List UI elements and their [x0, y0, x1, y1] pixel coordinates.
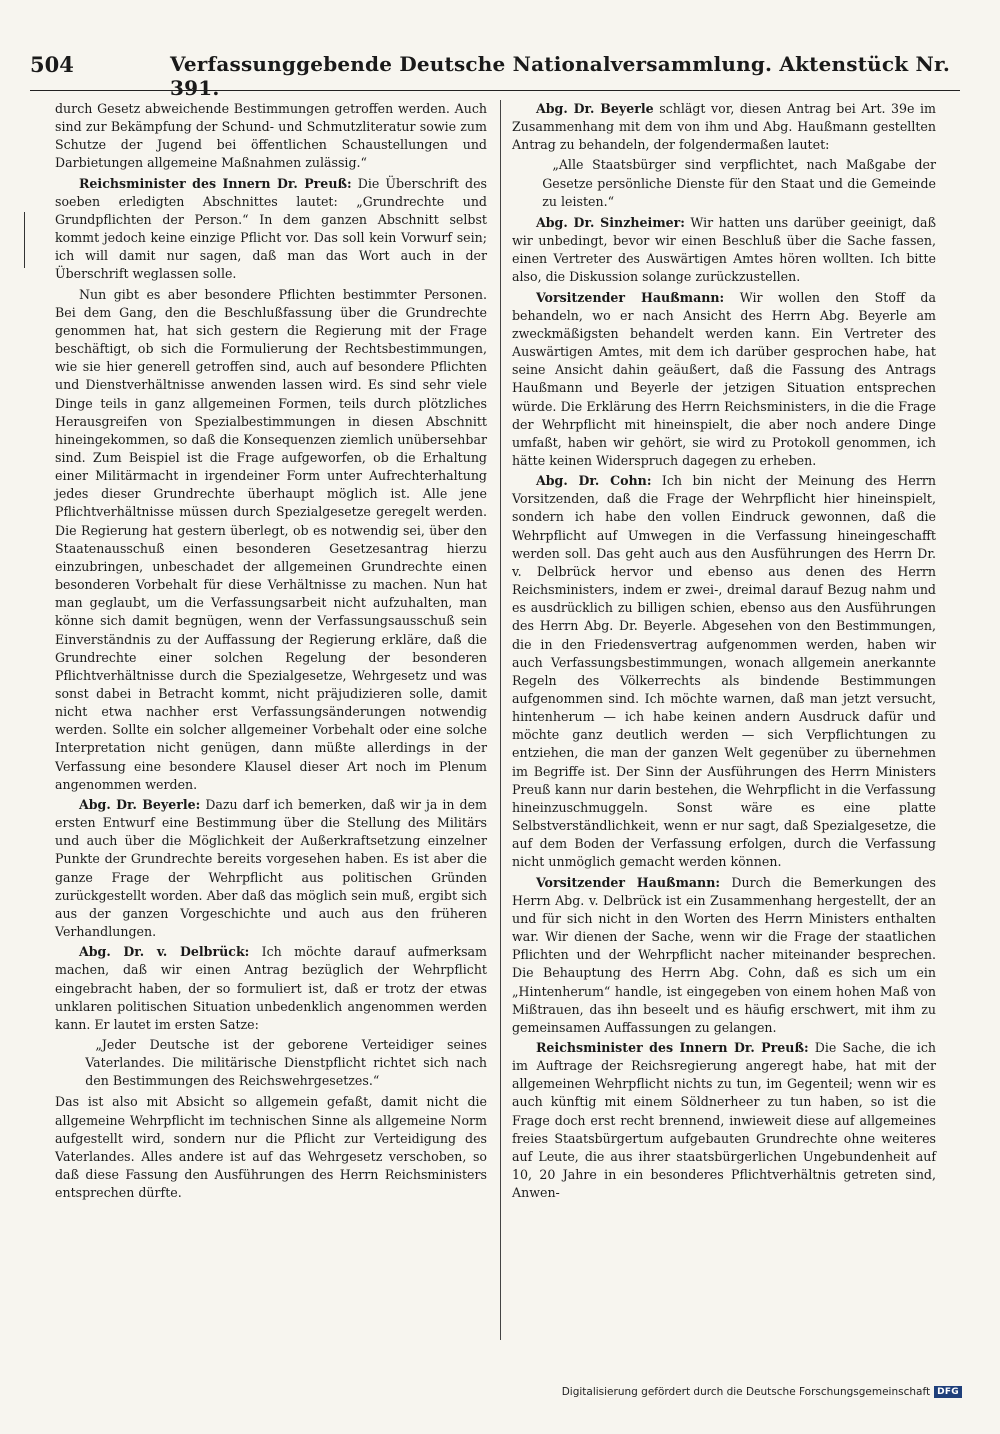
quotation [542, 156, 936, 210]
paragraph-text: durch Gesetz abweichende Bestimmungen getroffen werden. Auch sind zur Bekämpfung der Schund- und Schmutzliteratur sowie zum Schutze der Jugend bei öffentlichen Schaustellungen und Darbietungen allgemeine Maßnahmen zulässig.“ [55, 101, 487, 171]
page-number: 504 [30, 52, 74, 77]
speaker-name: Abg. Dr. Sinzheimer: [535, 214, 685, 230]
paragraph-text: Wir hatten uns darüber geeinigt, daß wir unbedingt, bevor wir einen Beschluß über die Sache fassen, einen Vertreter des Auswärtigen Amtes hören wollten. Ich bitte also, die Diskussion solange zurückzustellen. [512, 214, 936, 285]
running-title: Verfassunggebende Deutsche Nationalversammlung. Aktenstück Nr. 391. [170, 52, 951, 100]
speech-paragraph [512, 289, 936, 471]
paragraph-text: Die Überschrift des soeben erledigten Abschnittes lautet: „Grundrechte und Grundpflichten der Person.“ In dem ganzen Abschnitt selbst kommt jedoch keine einzige Pflicht vor. Das soll kein Vorwurf sein; ich will damit nur sagen, daß man das Wort auch in der Überschrift weglassen solle. [55, 175, 488, 282]
header-rule [30, 90, 960, 91]
footer [562, 1386, 962, 1398]
speech-paragraph [512, 472, 936, 871]
paragraph-text: schlägt vor, diesen Antrag bei Art. 39e im Zusammenhang mit dem von ihm und Abg. Haußmann gestellten Antrag zu behandeln, der folgendermaßen lautet: [512, 101, 936, 153]
page-header [30, 52, 960, 100]
paragraph-text: „Alle Staatsbürger sind verpflichtet, nach Maßgabe der Gesetze persönliche Dienste für den Staat und die Gemeinde zu leisten.“ [542, 157, 936, 209]
speaker-name: Abg. Dr. Beyerle [535, 101, 654, 116]
paragraph-text: Nun gibt es aber besondere Pflichten bestimmter Personen. Bei dem Gang, den die Beschlußfassung über die Grundrechte genommen hat, hat sich gestern die Regierung mit der Frage beschäftigt, ob sich die Formulierung der Rechtsbestimmungen, wie sie hier generell getroffen sind, auch auf besondere Pflichten und Dienstverhältnisse anwenden lassen wird. Es sind sehr viele Dinge teils in ganz allgemeinen Formen, teils durch plötzliches Herausgreifen von Spezialbestimmungen in diesen Abschnitt hineingekommen, so daß die Konsequenzen ziemlich unübersehbar sind. Zum Beispiel ist die Frage aufgeworfen, ob die Erhaltung einer Militärmacht in irgendeiner Form unter Aufrechterhaltung jedes dieser Grundrechte überhaupt möglich ist. Alle jene Pflichtverhältnisse müssen durch Spezialgesetze geregelt werden. Die Regierung hat gestern überlegt, ob es notwendig sei, über den Staatenausschuß einen besonderen Gesetzesantrag hierzu einzubringen, unbeschadet der allgemeinen Grundrechte einen besonderen Vorbehalt für diese Verhältnisse zu machen. Nun hat man geglaubt, um die Verfassungsarbeit nicht aufzuhalten, man könne sich damit begnügen, wenn der Verfassungsausschuß sein Einverständnis zu der Auffassung der Regierung erkläre, daß die Grundrechte einer solchen Regelung der besonderen Pflichtverhältnisse durch die Spezialgesetze, Wehrgesetz und was sonst dabei in Betracht kommt, nicht präjudizieren solle, damit nicht etwa nachher erst Verfassungsänderungen notwendig werden. Sollte ein solcher allgemeiner Vorbehalt oder eine solche Interpretation nicht genügen, dann müßte allerdings in der Verfassung eine besondere Klausel dieser Art noch im Plenum angenommen werden. [55, 286, 487, 792]
speaker-name: Abg. Dr. Cohn: [535, 473, 652, 489]
paragraph-text: Das ist also mit Absicht so allgemein gefaßt, damit nicht die allgemeine Wehrpflicht im technischen Sinne als allgemeine Norm aufgestellt wird, sondern nur die Pflicht zur Verteidigung des Vaterlandes. Alles andere ist auf das Wehrgesetz verschoben, so daß diese Fassung den Ausführungen des Herrn Reichsministers entsprechen dürfte. [55, 1094, 487, 1201]
speech-paragraph [512, 100, 936, 154]
quotation [85, 1036, 487, 1090]
speech-paragraph [55, 175, 487, 284]
left-column [55, 100, 487, 1204]
speech-paragraph [512, 874, 936, 1037]
paragraph-text: Durch die Bemerkungen des Herrn Abg. v. Delbrück ist ein Zusammenhang hergestellt, der an und für sich nicht in den Worten des Herrn Ministers enthalten war. Wir dienen der Sache, wenn wir die Frage der staatlichen Pflichten und der Wehrpflicht nacher miteinander besprechen. Die Behauptung des Herrn Abg. Cohn, daß es sich um ein „Hintenherum“ handle, ist eingegeben von einem hohen Maß von Mißtrauen, das ihn beseelt und es häufig erschwert, mit ihm zu gemeinsamen Auffassungen zu gelangen. [512, 874, 936, 1035]
speaker-name: Abg. Dr. v. Delbrück: [78, 944, 250, 960]
speech-paragraph [55, 796, 487, 941]
speaker-name: Reichsminister des Innern Dr. Preuß: [535, 1039, 809, 1055]
paragraph-text: Dazu darf ich bemerken, daß wir ja in dem ersten Entwurf eine Bestimmung über die Stellung des Militärs und auch über die Möglichkeit der Außerkraftsetzung einzelner Punkte der Grundrechte bereits vorgesehen haben. Es ist aber die ganze Frage der Wehrpflicht aus politischen Gründen zurückgestellt worden. Aber daß das möglich sein muß, ergibt sich aus der ganzen Vorgeschichte und auch aus den früheren Verhandlungen. [55, 796, 487, 940]
paragraph [55, 286, 487, 794]
speech-paragraph [512, 1039, 936, 1202]
funding-note: Digitalisierung gefördert durch die Deutsche Forschungsgemeinschaft [561, 1386, 931, 1398]
speaker-name: Vorsitzender Haußmann: [535, 874, 721, 890]
margin-mark [24, 212, 25, 268]
paragraph-text: Die Sache, die ich im Auftrage der Reichsregierung angeregt habe, hat mit der allgemeinen Wehrpflicht nichts zu tun, im Gegenteil; wenn wir es auch künftig mit einem Söldnerheer zu tun haben, so ist die Frage doch erst recht brennend, inwieweit diese auf allgemeines freies Staatsbürgertum aufgebauten Grundrechte ohne weiteres auf Leute, die aus ihrer staatsbürgerlichen Ungebundenheit auf 10, 20 Jahre in ein besonderes Pflichtverhältnis getreten sind, Anwen- [512, 1039, 936, 1201]
speaker-name: Vorsitzender Haußmann: [535, 289, 725, 305]
speech-paragraph [55, 943, 487, 1034]
paragraph-text: „Jeder Deutsche ist der geborene Verteidiger seines Vaterlandes. Die militärische Dienstpflicht richtet sich nach den Bestimmungen des Reichswehrgesetzes.“ [85, 1036, 487, 1089]
paragraph [55, 100, 487, 173]
paragraph-text: Ich bin nicht der Meinung des Herrn Vorsitzenden, daß die Frage der Wehrpflicht hier hineinspielt, sondern ich habe den vollen Eindruck gewonnen, daß die Wehrpflicht auf Umwegen in die Verfassung hineingeschafft werden soll. Das geht auch aus den Ausführungen des Herrn Dr. v. Delbrück hervor und ebenso aus denen des Herrn Reichsministers, indem er zwei-, dreimal darauf Bezug nahm und es ausdrücklich zu billigen schien, ebenso aus den Ausführungen des Herrn Abg. Dr. Beyerle. Abgesehen von den Bestimmungen, die in den Friedensvertrag aufgenommen werden, haben wir auch Verfassungsbestimmungen, wonach allgemein anerkannte Regeln des Völkerrechts als bindende Bestimmungen aufgenommen sind. Ich möchte warnen, daß man jetzt versucht, hintenherum — ich habe keinen andern Ausdruck dafür und möchte ganz deutlich werden — sich Verpflichtungen zu entziehen, die man der ganzen Welt gegenüber zu übernehmen im Begriffe ist. Der Sinn der Ausführungen des Herrn Ministers Preuß kann nur darin bestehen, die Wehrpflicht in die Verfassung hineinzuschmuggeln. Sonst wäre es eine platte Selbstverständlichkeit, wenn er nur sagt, daß Spezialgesetze, die auf dem Boden der Verfassung erfolgen, durch die Verfassung nicht unmöglich gemacht werden können. [512, 473, 936, 870]
speaker-name: Reichsminister des Innern Dr. Preuß: [78, 175, 352, 191]
paragraph-text: Wir wollen den Stoff da behandeln, wo er nach Ansicht des Herrn Abg. Beyerle am zweckmäßigsten behandelt werden kann. Ein Vertreter des Auswärtigen Amtes, mit dem ich darüber gesprochen habe, hat seine Ansicht dahin geäußert, daß die Fassung des Antrags Haußmann und Beyerle der jetzigen Situation entsprechen würde. Die Erklärung des Herrn Reichsministers, in die die Frage der Wehrpflicht mit hineinspielt, die aber noch andere Dinge umfaßt, haben wir gehört, sie wird zu Protokoll genommen, ich hätte keinen Widerspruch dagegen zu erheben. [512, 289, 936, 468]
speech-paragraph [512, 214, 936, 287]
paragraph-text: Ich möchte darauf aufmerksam machen, daß wir einen Antrag bezüglich der Wehrpflicht eingebracht haben, der so formuliert ist, daß er trotz der etwas unklaren politischen Situation unbedenklich angenommen werden kann. Er lautet im ersten Satze: [55, 944, 487, 1032]
paragraph [55, 1093, 487, 1202]
column-divider [500, 100, 501, 1340]
dfg-logo: DFG [934, 1386, 962, 1398]
right-column [512, 100, 936, 1204]
speaker-name: Abg. Dr. Beyerle: [78, 796, 201, 812]
